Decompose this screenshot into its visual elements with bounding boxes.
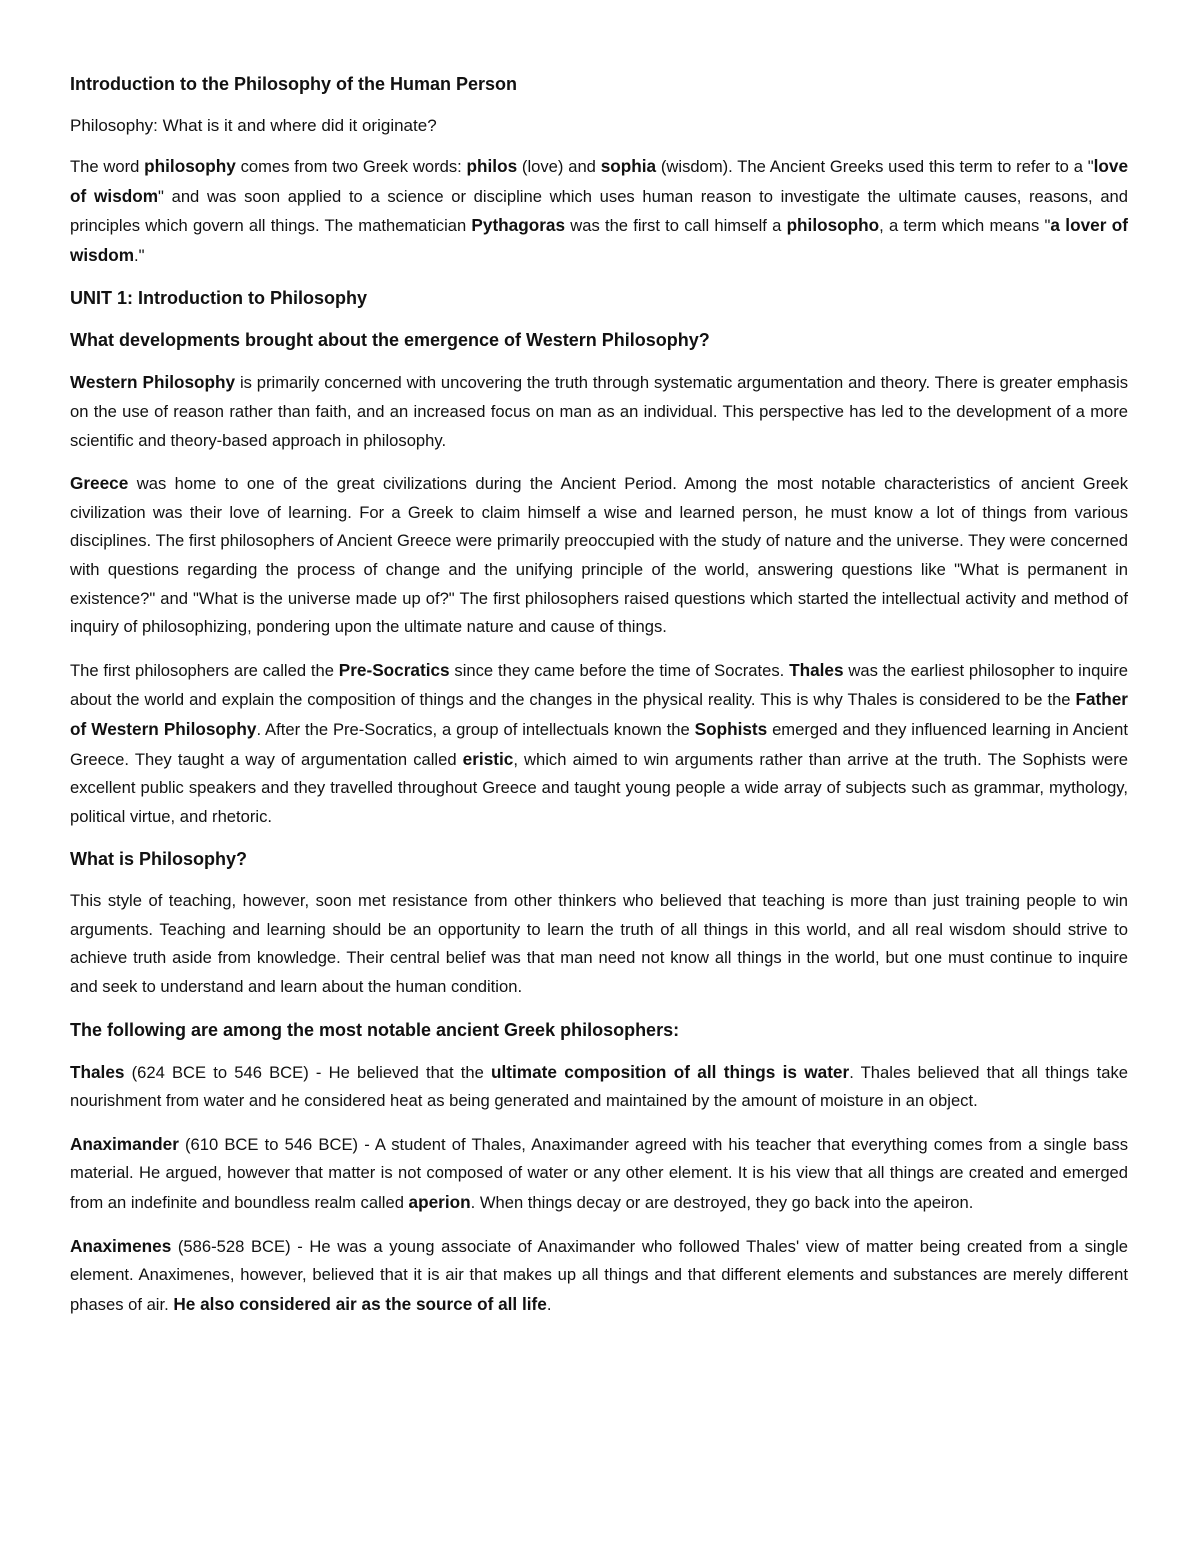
section-heading-notable-philosophers: The following are among the most notable ancient Greek philosophers:	[70, 1019, 680, 1040]
bold-term: Sophists	[694, 718, 768, 739]
text-run: This style of teaching, however, soon met resistance from other thinkers who believed that teaching is more than just training people to win arguments. Teaching and learning should be an opportunity to learn the truth of all things in this world, and all real wisdom should strive to achieve truth aside from knowledge. Their central belief was that man need not know all things in the world, but one must continue to inquire and seek to understand and learn about the human condition.	[70, 891, 1128, 997]
bold-term: Pythagoras	[471, 215, 566, 236]
bold-term: Father of Western Philosophy	[70, 689, 1128, 739]
text-run: (586-528 BCE) - He was a young associate of Anaximander who followed Thales' view of matter being created from a single element. Anaximenes, however, believed that it is air that makes up all things and that different elements and substances are merely different phases of air.	[70, 1236, 1128, 1314]
text-run: . When things decay or are destroyed, they go back into the apeiron.	[470, 1193, 974, 1213]
bold-term: Anaximenes	[70, 1235, 172, 1256]
bold-term: eristic	[462, 748, 514, 769]
text-run: (wisdom). The Ancient Greeks used this term to refer to a "	[656, 157, 1094, 176]
text-run: " and was soon applied to a science or discipline which uses human reason to investigate the ultimate causes, reasons, and principles which govern all things. The mathematician	[70, 186, 1129, 236]
paragraph-teaching-style	[70, 887, 1128, 1001]
section-heading-western-philosophy: What developments brought about the emergence of Western Philosophy?	[70, 330, 710, 351]
bold-term: ultimate composition of all things is water	[491, 1061, 850, 1082]
paragraph-greece	[70, 469, 1128, 642]
paragraph-thales	[70, 1058, 1128, 1116]
text-run: .	[546, 1294, 552, 1314]
text-run: The word	[70, 157, 145, 176]
text-run: was the earliest philosopher to inquire about the world and explain the composition of things and the changes in the physical reality. This is why Thales is considered to be the	[70, 660, 1128, 710]
text-run: . Thales believed that all things take nourishment from water and he considered heat as being generated and maintained by the amount of moisture in an object.	[70, 1062, 1129, 1111]
document-title: Introduction to the Philosophy of the Human Person	[70, 74, 517, 94]
text-run: , a term which means "	[879, 216, 1051, 236]
unit-heading: UNIT 1: Introduction to Philosophy	[70, 288, 367, 309]
bold-term: Anaximander	[70, 1133, 179, 1154]
text-run: since they came before the time of Socrates.	[449, 660, 790, 680]
bold-term: philosophy	[144, 156, 236, 176]
bold-term: a lover of wisdom	[70, 215, 1128, 265]
bold-term: Western Philosophy	[70, 372, 236, 393]
text-run: The first philosophers are called the	[70, 660, 339, 680]
text-run: , which aimed to win arguments rather than arrive at the truth. The Sophists were excellent public speakers and they travelled throughout Greece and taught young people a wide array of subjects such as grammar, mythology, political virtue, and rhetoric.	[70, 749, 1128, 826]
paragraph-anaximander	[70, 1130, 1128, 1218]
section-heading-what-is-philosophy: What is Philosophy?	[70, 849, 248, 870]
paragraph-anaximenes	[70, 1232, 1128, 1320]
bold-term: philos	[466, 156, 518, 176]
paragraph-pre-socratics	[70, 656, 1128, 832]
bold-term: Thales	[789, 659, 844, 680]
text-run: emerged and they influenced learning in Ancient Greece. They taught a way of argumentation called	[70, 719, 1128, 769]
text-run: (love) and	[517, 157, 601, 176]
text-run: (610 BCE to 546 BCE) - A student of Thales, Anaximander agreed with his teacher that everything comes from a single bass material. He argued, however that matter is not composed of water or any other element. It is his view that all things are created and emerged from an indefinite and boundless realm called	[70, 1134, 1128, 1213]
text-run: was home to one of the great civilizations during the Ancient Period. Among the most notable characteristics of ancient Greek civilization was their love of learning. For a Greek to claim himself a wise and learned person, he must know a lot of things from various disciplines. The first philosophers of Ancient Greece were primarily preoccupied with the study of nature and the universe. They were concerned with questions regarding the process of change and the unifying principle of the world, answering questions like "What is permanent in existence?" and "What is the universe made up of?" The first philosophers raised questions which started the intellectual activity and method of inquiry of philosophizing, pondering upon the ultimate nature and cause of things.	[70, 474, 1128, 637]
text-run: was the first to call himself a	[565, 216, 787, 236]
text-run: ."	[133, 245, 145, 265]
text-run: . After the Pre-Socratics, a group of intellectuals known the	[256, 719, 695, 739]
bold-term: love of wisdom	[70, 156, 1129, 206]
document-subtitle: Philosophy: What is it and where did it originate?	[70, 116, 437, 135]
bold-term: Pre-Socratics	[338, 659, 450, 680]
text-run: is primarily concerned with uncovering the truth through systematic argumentation and theory. There is greater emphasis on the use of reason rather than faith, and an increased focus on man as an individual. This perspective has led to the development of a more scientific and theory-based approach in philosophy.	[70, 373, 1129, 450]
bold-term: aperion	[408, 1192, 471, 1213]
text-run: (624 BCE to 546 BCE) - He believed that the	[124, 1062, 492, 1082]
bold-term: philosopho	[786, 215, 880, 236]
text-run: comes from two Greek words:	[235, 157, 467, 176]
bold-term: Greece	[70, 473, 129, 494]
bold-term: Thales	[70, 1061, 125, 1082]
bold-term: He also considered air as the source of all life	[173, 1293, 547, 1314]
bold-term: sophia	[600, 156, 657, 176]
paragraph-philosophy-origin	[70, 152, 1128, 270]
paragraph-western-philosophy	[70, 368, 1128, 455]
